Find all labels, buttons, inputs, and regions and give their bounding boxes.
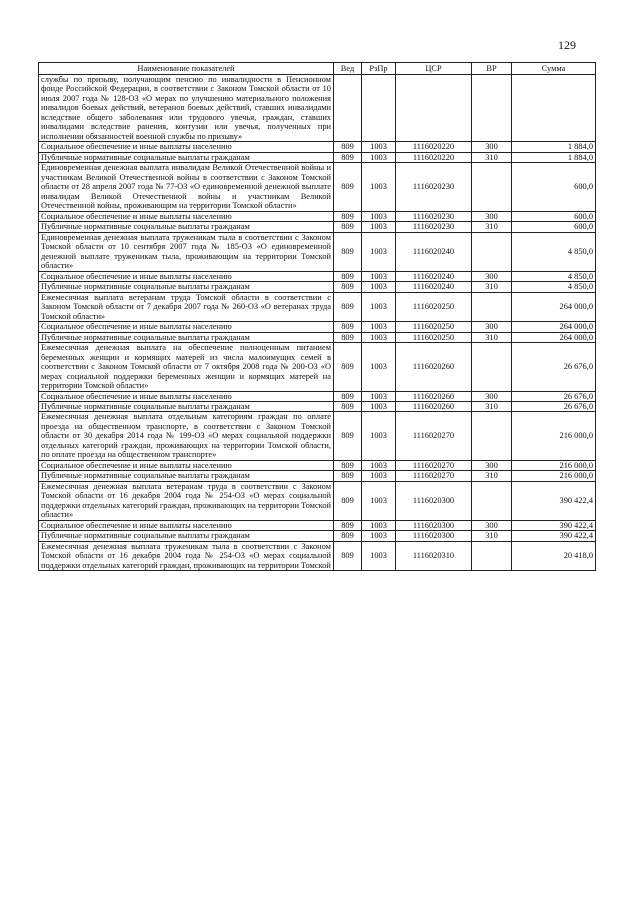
cell-ved: 809 (334, 163, 362, 211)
table-row (39, 292, 596, 321)
table-row (39, 520, 596, 530)
table-body (39, 75, 596, 571)
cell-rzpr: 1003 (362, 460, 396, 470)
cell-sum: 264 000,0 (512, 292, 596, 321)
cell-name: Публичные нормативные социальные выплаты гражданам (39, 471, 334, 481)
cell-ved: 809 (334, 152, 362, 162)
cell-csr: 1116020260 (396, 401, 472, 411)
cell-rzpr (362, 75, 396, 142)
cell-vr (472, 541, 512, 570)
cell-sum: 20 418,0 (512, 541, 596, 570)
cell-vr: 310 (472, 401, 512, 411)
cell-vr: 310 (472, 152, 512, 162)
cell-ved (334, 75, 362, 142)
cell-csr: 1116020240 (396, 282, 472, 292)
cell-ved: 809 (334, 531, 362, 541)
cell-rzpr: 1003 (362, 541, 396, 570)
cell-rzpr: 1003 (362, 471, 396, 481)
cell-rzpr: 1003 (362, 222, 396, 232)
cell-sum: 4 850,0 (512, 282, 596, 292)
cell-csr: 1116020270 (396, 471, 472, 481)
cell-csr (396, 75, 472, 142)
cell-csr: 1116020250 (396, 322, 472, 332)
header-rzpr: РзПр (362, 63, 396, 75)
cell-vr: 300 (472, 142, 512, 152)
cell-rzpr: 1003 (362, 142, 396, 152)
table-row (39, 322, 596, 332)
cell-ved: 809 (334, 232, 362, 271)
cell-vr: 310 (472, 222, 512, 232)
cell-csr: 1116020250 (396, 292, 472, 321)
cell-rzpr: 1003 (362, 163, 396, 211)
cell-vr (472, 163, 512, 211)
cell-vr (472, 481, 512, 520)
cell-name: Публичные нормативные социальные выплаты гражданам (39, 222, 334, 232)
cell-name: Социальное обеспечение и иные выплаты населению (39, 391, 334, 401)
table-row (39, 541, 596, 570)
cell-rzpr: 1003 (362, 520, 396, 530)
cell-sum: 600,0 (512, 222, 596, 232)
cell-sum: 26 676,0 (512, 401, 596, 411)
cell-name: Ежемесячная выплата ветеранам труда Томской области в соответствии с Законом Томской области от 7 декабря 2007 года № 260-ОЗ «О ветеранах труда Томской области» (39, 292, 334, 321)
cell-ved: 809 (334, 541, 362, 570)
cell-sum: 264 000,0 (512, 332, 596, 342)
cell-vr (472, 75, 512, 142)
table-row (39, 232, 596, 271)
cell-ved: 809 (334, 481, 362, 520)
cell-vr: 310 (472, 531, 512, 541)
cell-vr: 310 (472, 471, 512, 481)
cell-ved: 809 (334, 271, 362, 281)
cell-sum: 390 422,4 (512, 520, 596, 530)
table-row (39, 152, 596, 162)
cell-rzpr: 1003 (362, 271, 396, 281)
cell-csr: 1116020300 (396, 520, 472, 530)
cell-csr: 1116020230 (396, 163, 472, 211)
header-vr: ВР (472, 63, 512, 75)
cell-sum: 264 000,0 (512, 322, 596, 332)
cell-ved: 809 (334, 142, 362, 152)
cell-name: Социальное обеспечение и иные выплаты населению (39, 211, 334, 221)
cell-name: Единовременная денежная выплата инвалидам Великой Отечественной войны и участникам Великой Отечественной войны в соответствии с Законом Томской области от 28 апреля 2007 года № 77-ОЗ «О единовременной денежной выплате инвалидам Великой Отечественной войны и участникам Великой Отечественной войны, проживающим на территории Томской области» (39, 163, 334, 211)
cell-name: Единовременная денежная выплата труженикам тыла в соответствии с Законом Томской области от 10 сентября 2007 года № 185-ОЗ «О единовременной денежной выплате труженикам тыла, проживающим на территории Томской области» (39, 232, 334, 271)
cell-sum (512, 75, 596, 142)
cell-rzpr: 1003 (362, 412, 396, 460)
cell-vr: 300 (472, 211, 512, 221)
budget-table (38, 62, 596, 571)
cell-csr: 1116020260 (396, 343, 472, 391)
cell-csr: 1116020270 (396, 412, 472, 460)
cell-csr: 1116020250 (396, 332, 472, 342)
cell-name: службы по призыву, получающим пенсию по инвалидности в Пенсионном фонде Российской Федерации, в соответствии с Законом Томской области от 10 июля 2007 года № 128-ОЗ «О мерах по улучшению материального положения инвалидов боевых действий, ветеранов боевых действий, ставших инвалидами вследствие общего заболевания или трудового увечья, граждан, ставших инвалидами вследствие ранения, контузии или увечья, полученных при исполнении обязанностей военной службы по призыву» (39, 75, 334, 142)
cell-name: Публичные нормативные социальные выплаты гражданам (39, 152, 334, 162)
cell-rzpr: 1003 (362, 152, 396, 162)
cell-csr: 1116020270 (396, 460, 472, 470)
cell-rzpr: 1003 (362, 343, 396, 391)
cell-rzpr: 1003 (362, 211, 396, 221)
cell-ved: 809 (334, 211, 362, 221)
cell-csr: 1116020220 (396, 152, 472, 162)
cell-ved: 809 (334, 282, 362, 292)
table-row (39, 163, 596, 211)
cell-sum: 26 676,0 (512, 391, 596, 401)
table-row (39, 222, 596, 232)
cell-ved: 809 (334, 343, 362, 391)
cell-rzpr: 1003 (362, 292, 396, 321)
cell-vr: 310 (472, 332, 512, 342)
cell-ved: 809 (334, 322, 362, 332)
cell-sum: 1 884,0 (512, 142, 596, 152)
cell-sum: 4 850,0 (512, 232, 596, 271)
cell-rzpr: 1003 (362, 531, 396, 541)
cell-rzpr: 1003 (362, 481, 396, 520)
cell-csr: 1116020220 (396, 142, 472, 152)
cell-ved: 809 (334, 292, 362, 321)
cell-vr: 310 (472, 282, 512, 292)
cell-rzpr: 1003 (362, 391, 396, 401)
cell-name: Публичные нормативные социальные выплаты гражданам (39, 531, 334, 541)
table-row (39, 271, 596, 281)
cell-sum: 216 000,0 (512, 471, 596, 481)
header-ved: Вед (334, 63, 362, 75)
cell-rzpr: 1003 (362, 322, 396, 332)
header-csr: ЦСР (396, 63, 472, 75)
cell-csr: 1116020300 (396, 481, 472, 520)
cell-vr (472, 412, 512, 460)
cell-ved: 809 (334, 401, 362, 411)
table-header-row (39, 63, 596, 75)
cell-sum: 26 676,0 (512, 343, 596, 391)
cell-ved: 809 (334, 520, 362, 530)
cell-vr: 300 (472, 271, 512, 281)
cell-vr: 300 (472, 322, 512, 332)
cell-name: Публичные нормативные социальные выплаты гражданам (39, 332, 334, 342)
cell-name: Социальное обеспечение и иные выплаты населению (39, 322, 334, 332)
table-row (39, 211, 596, 221)
cell-rzpr: 1003 (362, 232, 396, 271)
cell-sum: 4 850,0 (512, 271, 596, 281)
cell-name: Ежемесячная денежная выплата ветеранам труда в соответствии с Законом Томской области от 16 декабря 2004 года № 254-ОЗ «О мерах социальной поддержки отдельных категорий граждан, проживающих на территории Томской области» (39, 481, 334, 520)
cell-csr: 1116020230 (396, 222, 472, 232)
cell-rzpr: 1003 (362, 332, 396, 342)
cell-vr: 300 (472, 520, 512, 530)
table-row (39, 471, 596, 481)
table-row (39, 142, 596, 152)
table-row (39, 401, 596, 411)
page-number: 129 (558, 38, 576, 52)
cell-ved: 809 (334, 391, 362, 401)
cell-vr (472, 232, 512, 271)
table-row (39, 332, 596, 342)
cell-ved: 809 (334, 471, 362, 481)
cell-name: Публичные нормативные социальные выплаты гражданам (39, 282, 334, 292)
cell-sum: 1 884,0 (512, 152, 596, 162)
cell-csr: 1116020240 (396, 232, 472, 271)
cell-ved: 809 (334, 222, 362, 232)
cell-name: Социальное обеспечение и иные выплаты населению (39, 520, 334, 530)
cell-vr (472, 343, 512, 391)
cell-rzpr: 1003 (362, 401, 396, 411)
cell-name: Публичные нормативные социальные выплаты гражданам (39, 401, 334, 411)
cell-sum: 600,0 (512, 163, 596, 211)
cell-name: Социальное обеспечение и иные выплаты населению (39, 460, 334, 470)
table-row (39, 282, 596, 292)
table-row (39, 391, 596, 401)
cell-sum: 216 000,0 (512, 460, 596, 470)
table-row (39, 531, 596, 541)
cell-vr: 300 (472, 460, 512, 470)
table-row (39, 481, 596, 520)
cell-csr: 1116020260 (396, 391, 472, 401)
cell-sum: 390 422,4 (512, 481, 596, 520)
cell-sum: 390 422,4 (512, 531, 596, 541)
cell-csr: 1116020240 (396, 271, 472, 281)
table-row (39, 75, 596, 142)
cell-name: Ежемесячная денежная выплата на обеспечение полноценным питанием беременных женщин и кормящих матерей из числа малоимущих семей в соответствии с Законом Томской области от 7 октября 2008 года № 200-ОЗ «О мерах социальной поддержки беременных женщин и кормящих матерей на территории Томской области» (39, 343, 334, 391)
cell-name: Социальное обеспечение и иные выплаты населению (39, 142, 334, 152)
cell-name: Социальное обеспечение и иные выплаты населению (39, 271, 334, 281)
cell-vr: 300 (472, 391, 512, 401)
table-row (39, 460, 596, 470)
cell-ved: 809 (334, 332, 362, 342)
cell-name: Ежемесячная денежная выплата труженикам тыла в соответствии с Законом Томской области от 16 декабря 2004 года № 254-ОЗ «О мерах социальной поддержки отдельных категорий граждан, проживающих на территории Томской (39, 541, 334, 570)
cell-csr: 1116020310 (396, 541, 472, 570)
cell-sum: 216 000,0 (512, 412, 596, 460)
cell-sum: 600,0 (512, 211, 596, 221)
table-row (39, 343, 596, 391)
cell-rzpr: 1003 (362, 282, 396, 292)
header-sum: Сумма (512, 63, 596, 75)
cell-ved: 809 (334, 412, 362, 460)
cell-csr: 1116020230 (396, 211, 472, 221)
header-name: Наименование показателей (39, 63, 334, 75)
cell-ved: 809 (334, 460, 362, 470)
cell-vr (472, 292, 512, 321)
cell-name: Ежемесячная денежная выплата отдельным категориям граждан по оплате проезда на общественном транспорте, в соответствии с Законом Томской области от 30 декабря 2014 года № 199-ОЗ «О мерах социальной поддержки отдельных категорий граждан, проживающих на территории Томской области, по оплате проезда на общественном транспорте» (39, 412, 334, 460)
cell-csr: 1116020300 (396, 531, 472, 541)
table-row (39, 412, 596, 460)
